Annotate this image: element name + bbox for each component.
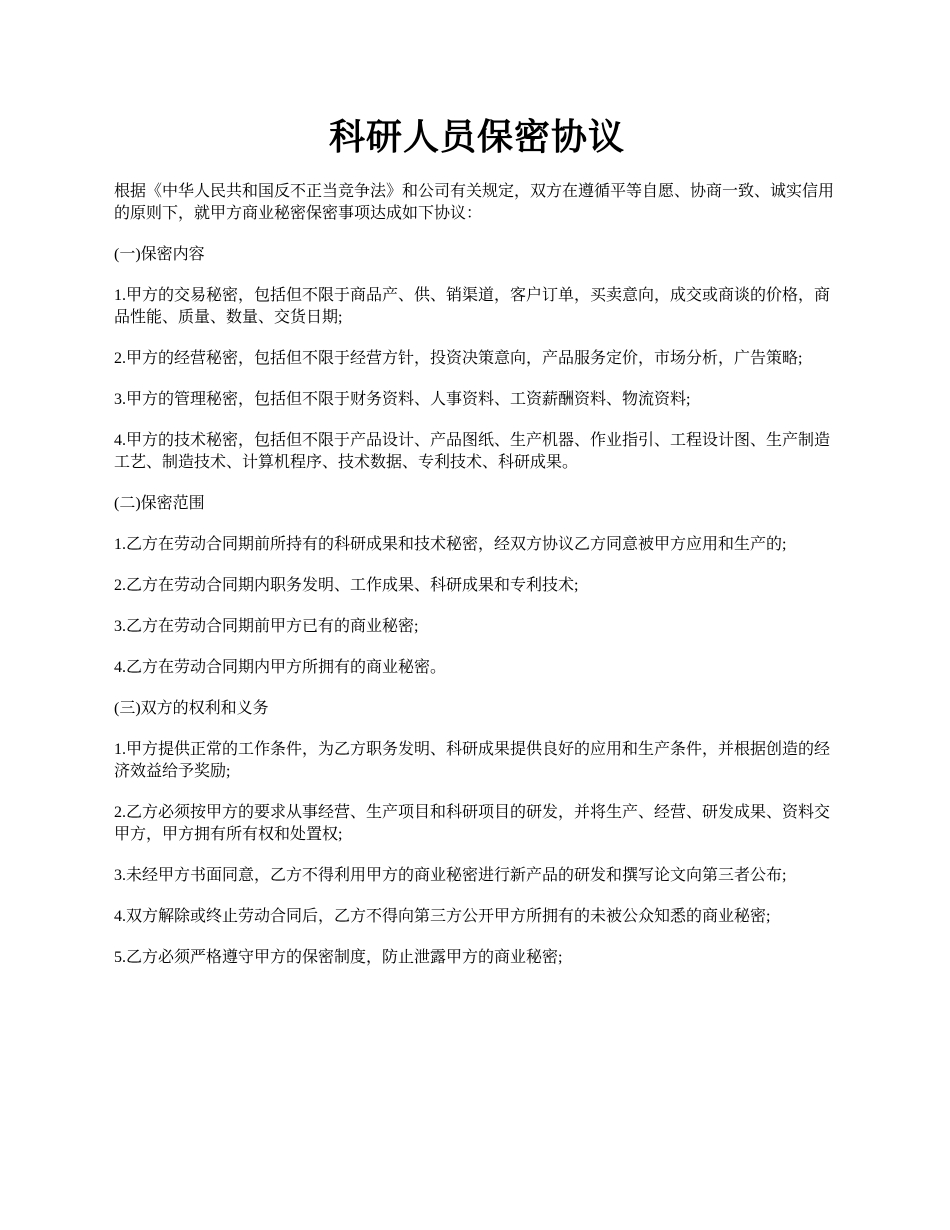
intro-paragraph: 根据《中华人民共和国反不正当竞争法》和公司有关规定，双方在遵循平等自愿、协商一致、诚实信用的原则下，就甲方商业秘密保密事项达成如下协议： (114, 183, 835, 222)
document-title: 科研人员保密协议 (328, 117, 625, 157)
section-heading-confidential-scope: (二)保密范围 (114, 495, 205, 512)
section-heading-rights-obligations: (三)双方的权利和义务 (114, 700, 269, 717)
clause-paragraph: 1.甲方提供正常的工作条件，为乙方职务发明、科研成果提供良好的应用和生产条件，并根据创造的经济效益给予奖励; (114, 741, 831, 780)
clause-paragraph: 3.乙方在劳动合同期前甲方已有的商业秘密; (114, 618, 419, 635)
clause-paragraph: 3.未经甲方书面同意，乙方不得利用甲方的商业秘密进行新产品的研发和撰写论文向第三者公布; (114, 867, 787, 884)
clause-paragraph: 4.乙方在劳动合同期内甲方所拥有的商业秘密。 (114, 659, 447, 676)
clause-paragraph: 4.双方解除或终止劳动合同后，乙方不得向第三方公开甲方所拥有的未被公众知悉的商业秘密; (114, 908, 771, 925)
clause-paragraph: 2.甲方的经营秘密，包括但不限于经营方针，投资决策意向，产品服务定价，市场分析，广告策略; (114, 350, 803, 367)
clause-paragraph: 1.乙方在劳动合同期前所持有的科研成果和技术秘密，经双方协议乙方同意被甲方应用和生产的; (114, 536, 787, 553)
section-heading-confidential-content: (一)保密内容 (114, 246, 205, 263)
clause-paragraph: 5.乙方必须严格遵守甲方的保密制度，防止泄露甲方的商业秘密; (114, 949, 563, 966)
clause-paragraph: 1.甲方的交易秘密，包括但不限于商品产、供、销渠道，客户订单，买卖意向，成交或商谈的价格，商品性能、质量、数量、交货日期; (114, 287, 831, 326)
clause-paragraph: 3.甲方的管理秘密，包括但不限于财务资料、人事资料、工资薪酬资料、物流资料; (114, 391, 691, 408)
clause-paragraph: 2.乙方在劳动合同期内职务发明、工作成果、科研成果和专利技术; (114, 577, 579, 594)
clause-paragraph: 4.甲方的技术秘密，包括但不限于产品设计、产品图纸、生产机器、作业指引、工程设计图、生产制造工艺、制造技术、计算机程序、技术数据、专利技术、科研成果。 (114, 432, 831, 471)
clause-paragraph: 2.乙方必须按甲方的要求从事经营、生产项目和科研项目的研发，并将生产、经营、研发成果、资料交甲方，甲方拥有所有权和处置权; (114, 804, 831, 843)
